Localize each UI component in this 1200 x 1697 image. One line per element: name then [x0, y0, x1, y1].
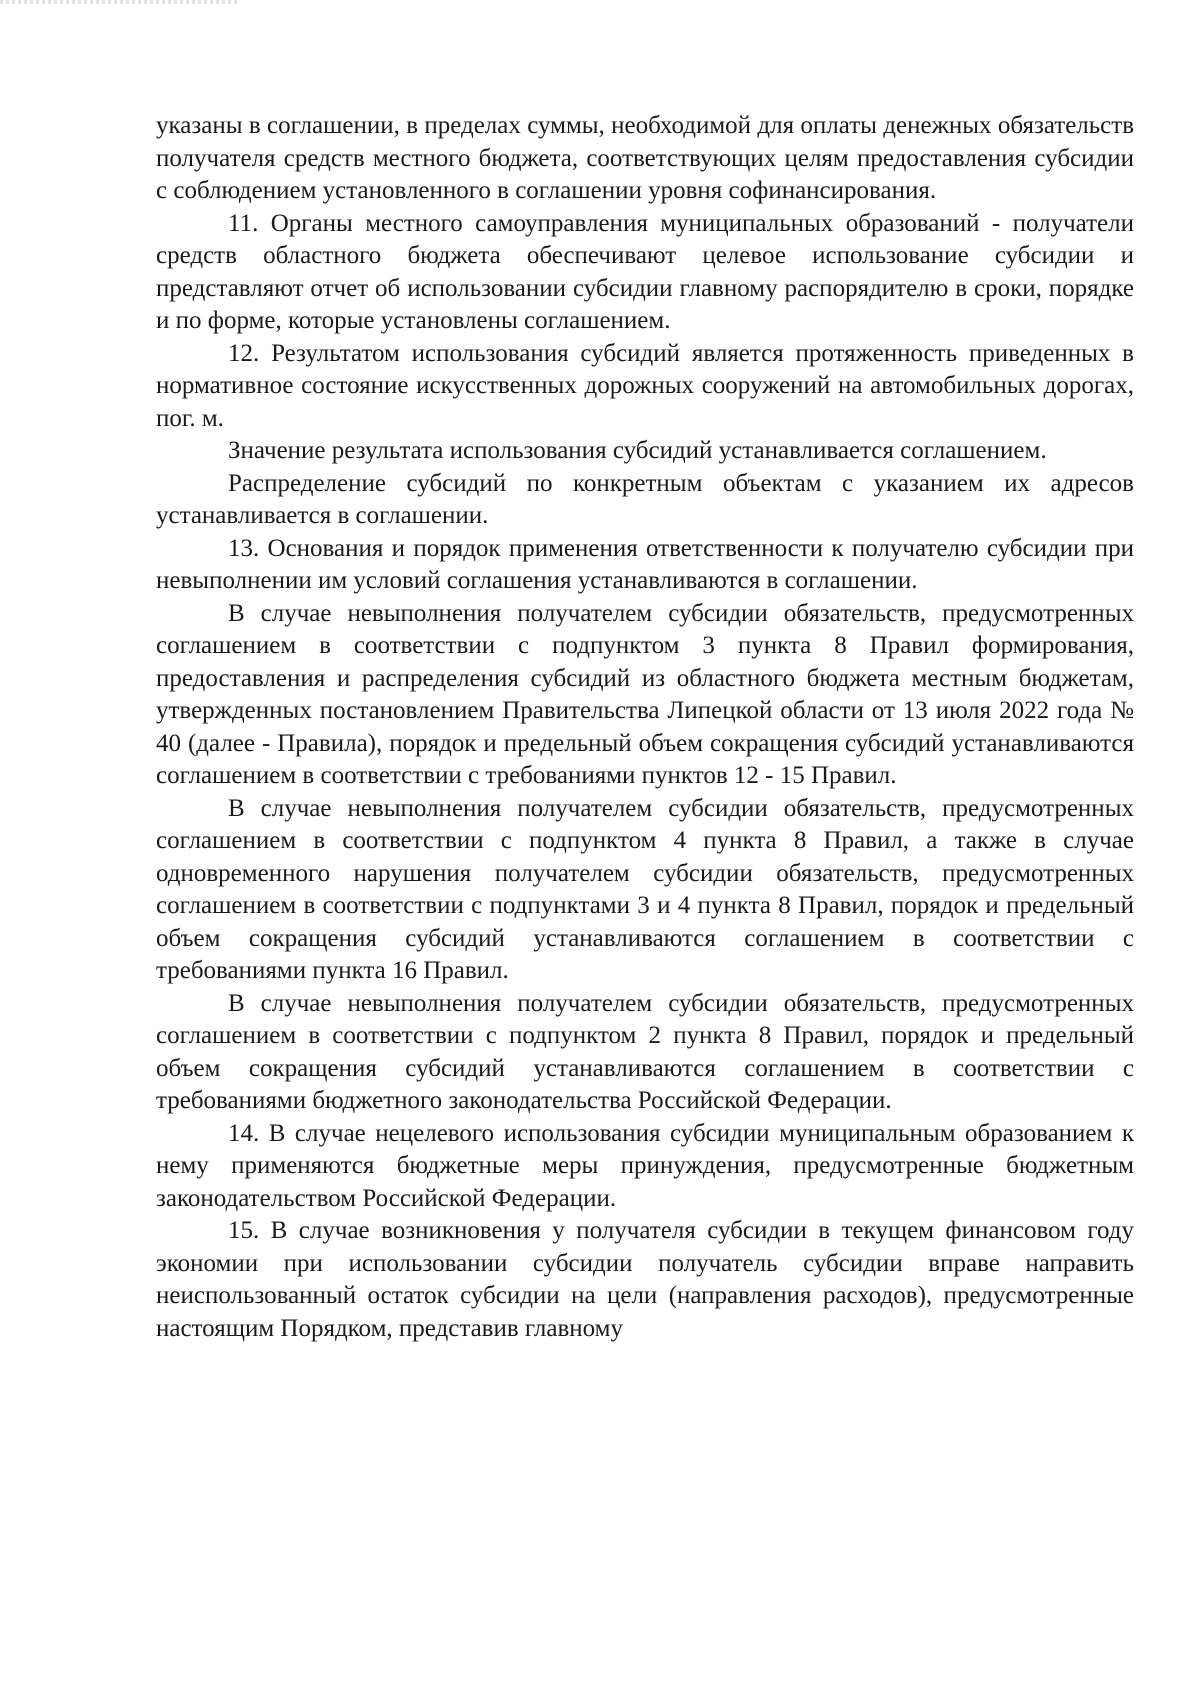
paragraph-item-15: 15. В случае возникновения у получателя субсидии в текущем финансовом году экономии при использовании субсидии получатель субсидии вправе направить неиспользованный остаток субсидии на цели (направления расходов), предусмотренные настоящим Порядком, представив главному: [156, 1217, 1134, 1342]
paragraph-item-14: 14. В случае нецелевого использования субсидии муниципальным образованием к нему применяются бюджетные меры принуждения, предусмотренные бюджетным законодательством Российской Федерации.: [156, 1119, 1134, 1212]
paragraph-distribution: Распределение субсидий по конкретным объектам с указанием их адресов устанавливается в соглашении.: [156, 469, 1134, 529]
paragraph-item-12: 12. Результатом использования субсидий является протяженность приведенных в нормативное состояние искусственных дорожных сооружений на автомобильных дорогах, пог. м.: [156, 339, 1134, 432]
paragraph-case-subpoint-3: В случае невыполнения получателем субсидии обязательств, предусмотренных соглашением в соответствии с подпунктом 3 пункта 8 Правил формирования, предоставления и распределения субсидий из областного бюджета местным бюджетам, утвержденных постановлением Правительства Липецкой области от 13 июля 2022 года № 40 (далее - Правила), порядок и предельный объем сокращения субсидий устанавливаются соглашением в соответствии с требованиями пунктов 12 - 15 Правил.: [156, 599, 1134, 789]
document-body: [156, 110, 1134, 1345]
paragraph-result-value: Значение результата использования субсидий устанавливается соглашением.: [228, 437, 1047, 464]
paragraph-case-subpoint-4: В случае невыполнения получателем субсидии обязательств, предусмотренных соглашением в соответствии с подпунктом 4 пункта 8 Правил, а также в случае одновременного нарушения получателем субсидии обязательств, предусмотренных соглашением в соответствии с подпунктами 3 и 4 пункта 8 Правил, порядок и предельный объем сокращения субсидий устанавливаются соглашением в соответствии с требованиями пункта 16 Правил.: [156, 794, 1134, 984]
scan-edge-artifact: [0, 0, 240, 4]
paragraph-case-subpoint-2: В случае невыполнения получателем субсидии обязательств, предусмотренных соглашением в соответствии с подпунктом 2 пункта 8 Правил, порядок и предельный объем сокращения субсидий устанавливаются соглашением в соответствии с требованиями бюджетного законодательства Российской Федерации.: [156, 989, 1134, 1114]
paragraph-item-11: 11. Органы местного самоуправления муниципальных образований - получатели средств областного бюджета обеспечивают целевое использование субсидии и представляют отчет об использовании субсидии главному распорядителю в сроки, порядке и по форме, которые установлены соглашением.: [156, 209, 1134, 334]
paragraph-continuation: указаны в соглашении, в пределах суммы, необходимой для оплаты денежных обязательств получателя средств местного бюджета, соответствующих целям предоставления субсидии с соблюдением установленного в соглашении уровня софинансирования.: [156, 112, 1134, 204]
paragraph-item-13: 13. Основания и порядок применения ответственности к получателю субсидии при невыполнении им условий соглашения устанавливаются в соглашении.: [156, 534, 1134, 594]
